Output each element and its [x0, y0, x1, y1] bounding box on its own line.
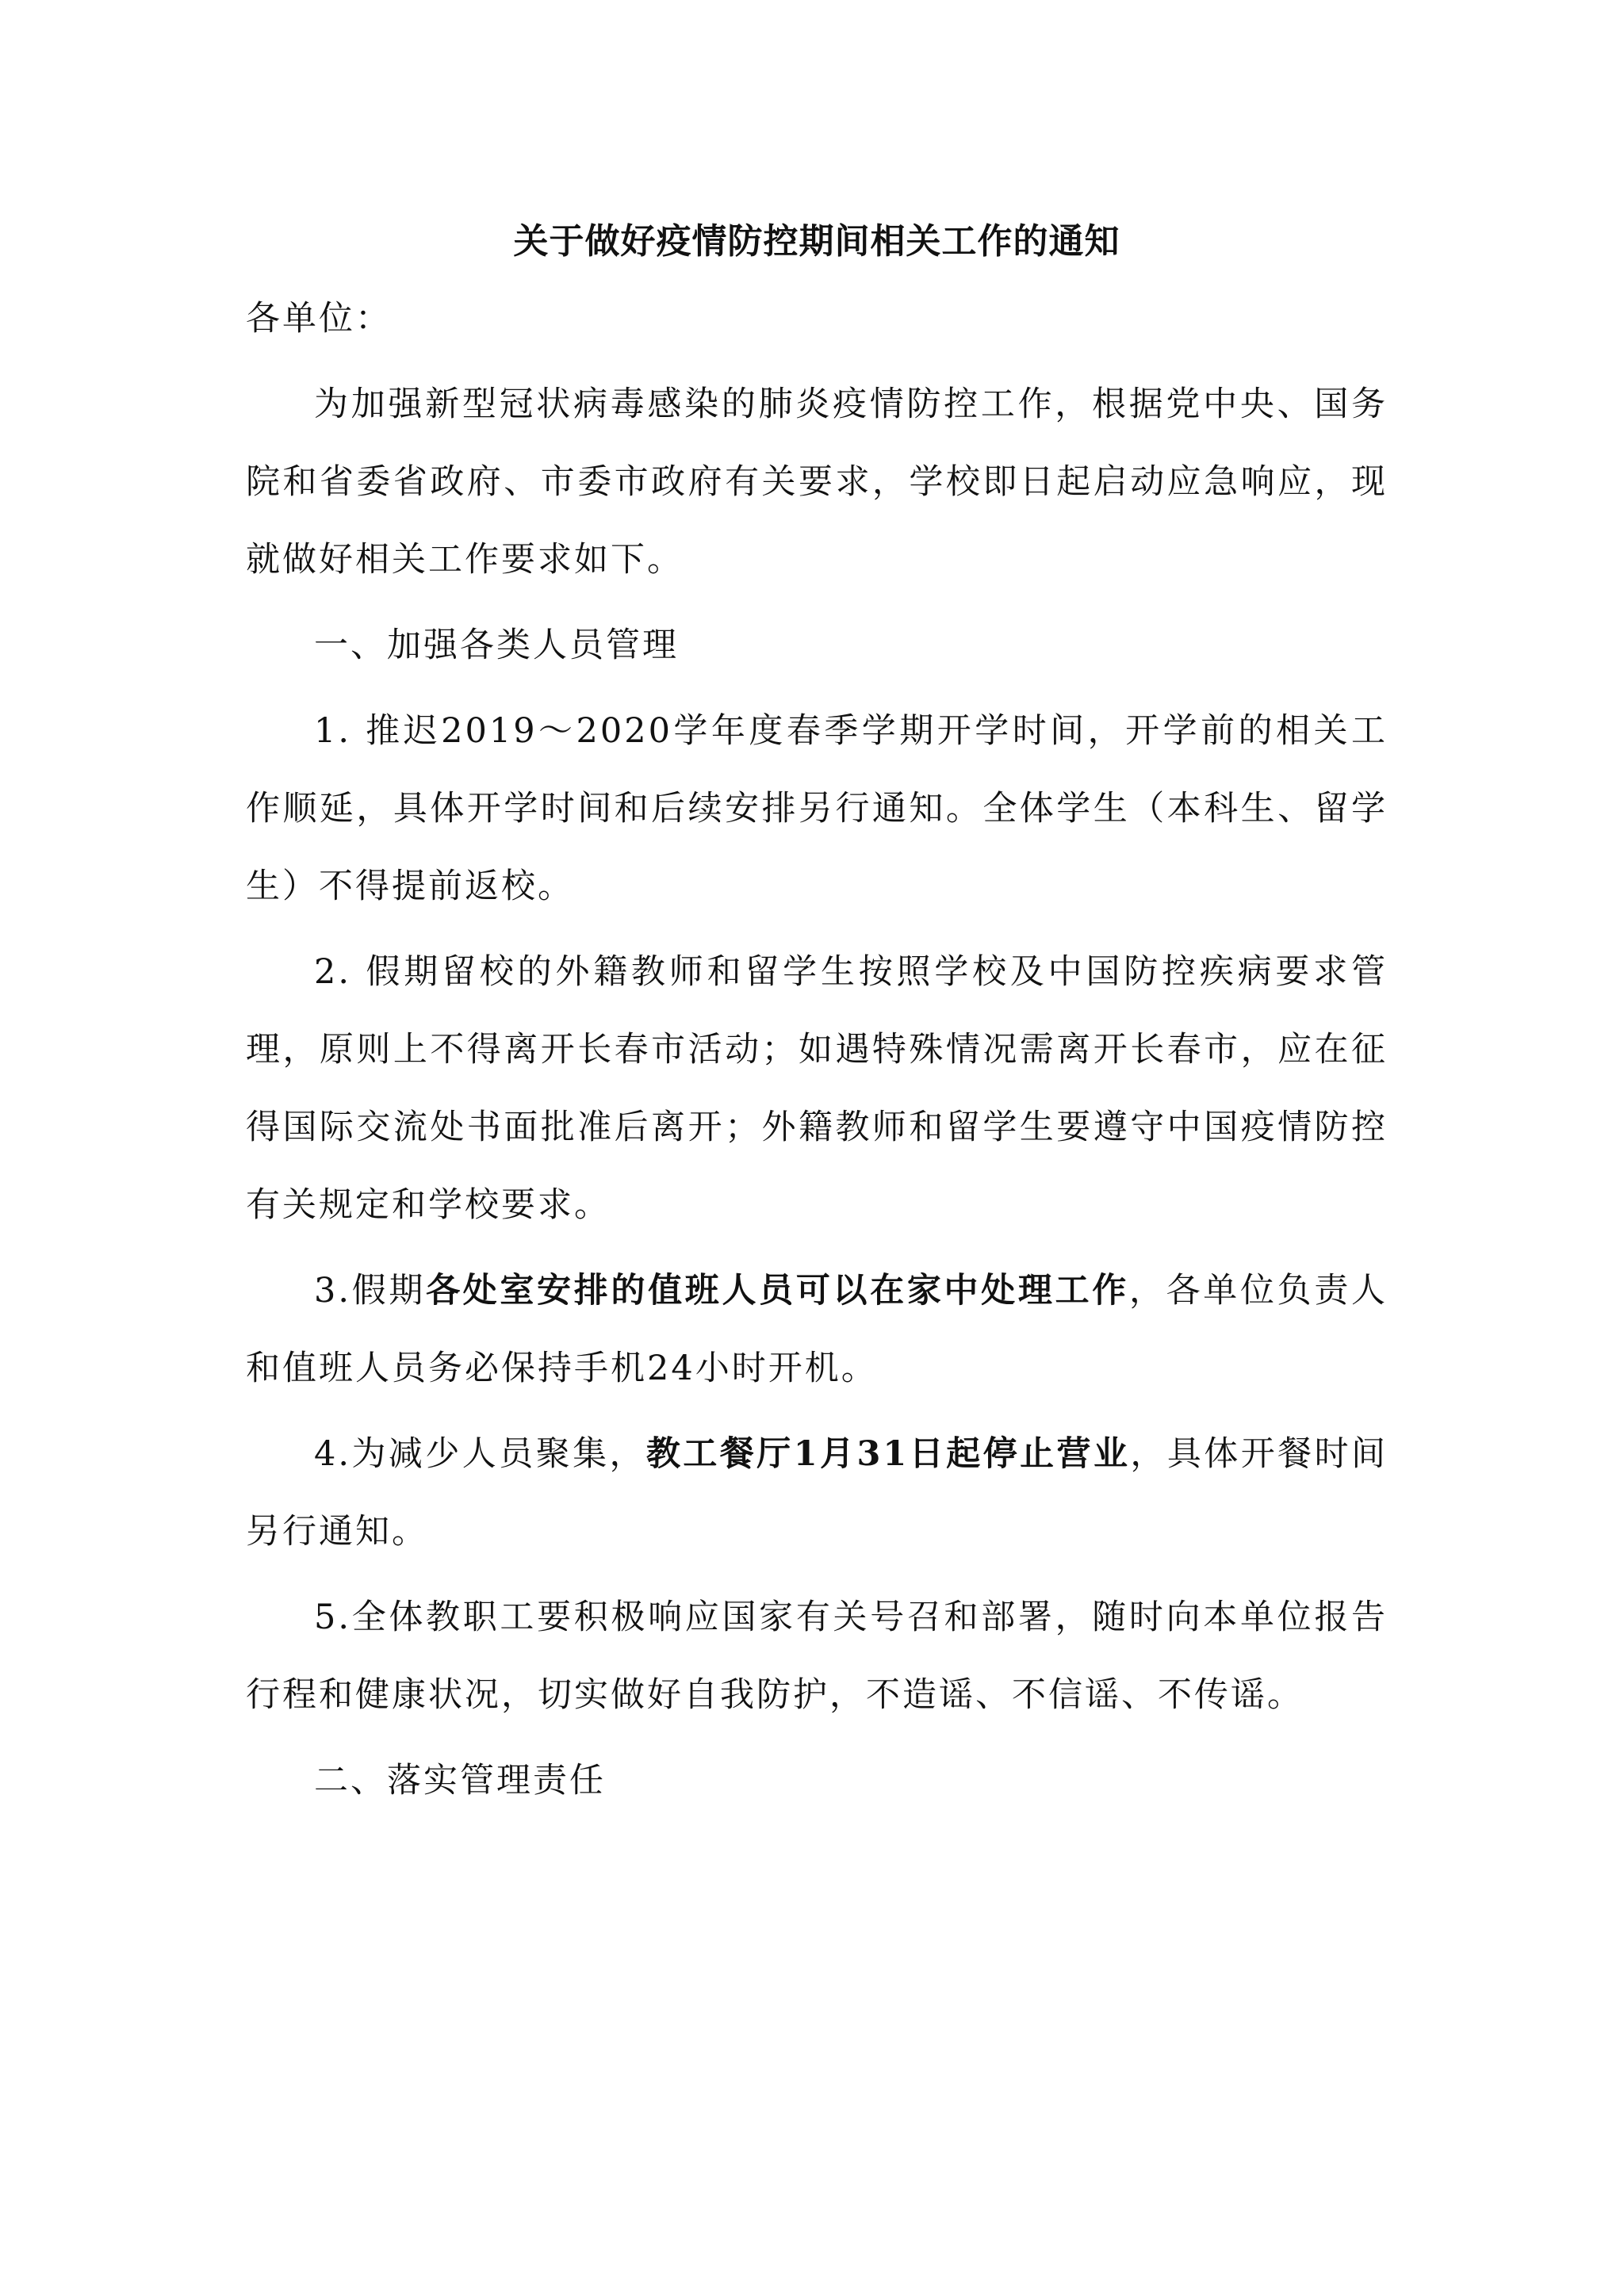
- spacer: [246, 1407, 1388, 1415]
- document-page: [246, 210, 1388, 1820]
- spacer: [246, 684, 1388, 692]
- salutation: 各单位：: [246, 299, 392, 339]
- spacer: [246, 1571, 1388, 1578]
- item-4-emphasis: 教工餐厅1月31日起停止营业: [645, 1434, 1131, 1474]
- item-5-paragraph: 5.全体教职工要积极响应国家有关号召和部署，随时向本单位报告行程和健康状况，切实做好自我防护，不造谣、不信谣、不传谣。: [246, 1598, 1388, 1715]
- item-4-text-a: 4.为减少人员聚集，: [314, 1434, 646, 1474]
- item-4-paragraph: [246, 1415, 1388, 1571]
- spacer: [246, 358, 1388, 365]
- spacer: [246, 925, 1388, 933]
- item-3-emphasis: 各处室安排的值班人员可以在家中处理工作: [426, 1271, 1129, 1311]
- spacer: [246, 1244, 1388, 1252]
- section-heading-2: 二、落实管理责任: [314, 1761, 606, 1800]
- section-heading-1: 一、加强各类人员管理: [314, 626, 679, 665]
- item-3-text-c: ，各单位负责人和值班人员务必保持手机24小时开机。: [246, 1271, 1388, 1388]
- intro-paragraph: 为加强新型冠状病毒感染的肺炎疫情防控工作，根据党中央、国务院和省委省政府、市委市政府有关要求，学校即日起启动应急响应，现就做好相关工作要求如下。: [246, 385, 1388, 580]
- document-title: 关于做好疫情防控期间相关工作的通知: [513, 221, 1120, 262]
- spacer: [246, 1734, 1388, 1742]
- item-3-text-a: 3.假期: [314, 1271, 427, 1311]
- item-3-paragraph: [246, 1252, 1388, 1407]
- item-4-text-c: ，具体开餐时间另行通知。: [246, 1434, 1388, 1552]
- item-1-paragraph: 1. 推迟2019～2020学年度春季学期开学时间，开学前的相关工作顺延，具体开学时间和后续安排另行通知。全体学生（本科生、留学生）不得提前返校。: [246, 711, 1388, 906]
- spacer: [246, 599, 1388, 607]
- item-2-paragraph: 2. 假期留校的外籍教师和留学生按照学校及中国防控疾病要求管理，原则上不得离开长春市活动；如遇特殊情况需离开长春市，应在征得国际交流处书面批准后离开；外籍教师和留学生要遵守中国疫情防控有关规定和学校要求。: [246, 952, 1388, 1225]
